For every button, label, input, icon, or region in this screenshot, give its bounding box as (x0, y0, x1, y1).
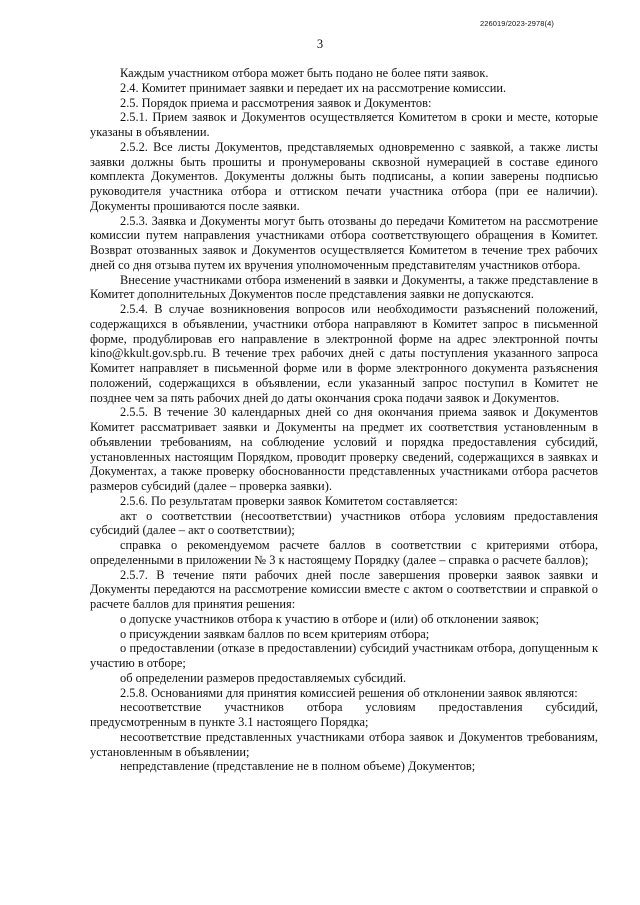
document-body (90, 66, 598, 774)
paragraph-rejection-conditions: несоответствие участников отбора условиям предоставления субсидий, предусмотренным в пункте 3.1 настоящего Порядка; (90, 700, 598, 729)
paragraph-2-5-2: 2.5.2. Все листы Документов, представляемых одновременно с заявкой, а также листы заявки должны быть прошиты и пронумерованы сквозной нумерацией в составе единого комплекта Документов. Документы должны быть подписаны, а копии заверены подписью руководителя участника отбора и оттиском печати участника отбора (при ее наличии). Документы прошиваются после заявки. (90, 139, 598, 213)
paragraph-2-5-6: 2.5.6. По результатам проверки заявок Комитетом составляется: (120, 493, 458, 508)
paragraph-decision-scores: о присуждении заявкам баллов по всем критериям отбора; (120, 626, 430, 641)
paragraph-2-5-1: 2.5.1. Прием заявок и Документов осуществляется Комитетом в сроки и месте, которые указаны в объявлении. (90, 110, 598, 139)
paragraph-compliance-act: акт о соответствии (несоответствии) участников отбора условиям предоставления субсидий (далее – акт о соответствии); (90, 508, 598, 538)
paragraph-2-5: 2.5. Порядок приема и рассмотрения заявок и Документов: (120, 95, 432, 110)
paragraph-rejection-missing-documents: непредставление (представление не в полном объеме) Документов; (120, 759, 476, 774)
paragraph-2-5-3: 2.5.3. Заявка и Документы могут быть отозваны до передачи Комитетом на рассмотрение комиссии путем направления участниками отбора соответствующего обращения в Комитет. Возврат отозванных заявок и Документов осуществляется Комитетом в течение трех рабочих дней со дня отзыва путем их вручения уполномоченным представителям участников отбора. (90, 213, 598, 272)
paragraph-application-limit: Каждым участником отбора может быть подано не более пяти заявок. (120, 66, 489, 80)
paragraph-2-5-7: 2.5.7. В течение пяти рабочих дней после завершения проверки заявок заявки и Документы передаются на рассмотрение комиссии вместе с актом о соответствии и справкой о расчете баллов для принятия решения: (90, 567, 598, 611)
paragraph-decision-admission: о допуске участников отбора к участию в отборе и (или) об отклонении заявок; (120, 611, 540, 626)
paragraph-2-5-4: 2.5.4. В случае возникновения вопросов или необходимости разъяснений положений, содержащихся в объявлении, участники отбора направляют в Комитет запрос в письменной форме, продублировав его направление в электронной форме на адрес электронной почты kino@kkult.gov.spb.ru. В течение трех рабочих дней с даты поступления указанного запроса Комитет направляет в письменной форме или в форме электронного документа разъяснения положений, содержащихся в объявлении, если указанный запрос поступил в Комитет не позднее чем за пять рабочих дней до даты окончания срока подачи заявок и Документов. (90, 302, 598, 405)
paragraph-changes-not-allowed: Внесение участниками отбора изменений в заявки и Документы, а также представление в Комитет дополнительных Документов после представления заявки не допускаются. (90, 272, 598, 302)
paragraph-rejection-requirements: несоответствие представленных участниками отбора заявок и Документов требованиям, установленным в объявлении; (90, 729, 598, 759)
paragraph-2-5-5: 2.5.5. В течение 30 календарных дней со дня окончания приема заявок и Документов Комитет рассматривает заявки и Документы на предмет их соответствия установленным в объявлении требованиям, на соблюдение условий и порядка предоставления субсидий, установленных настоящим Порядком, проводит проверку сведений, содержащихся в заявках и Документах, а также проверку обоснованности представленных участниками отбора расчетов размеров субсидий (далее – проверка заявки). (90, 405, 598, 493)
paragraph-2-4: 2.4. Комитет принимает заявки и передает их на рассмотрение комиссии. (120, 80, 507, 95)
paragraph-2-5-8: 2.5.8. Основаниями для принятия комиссией решения об отклонении заявок являются: (120, 685, 578, 700)
paragraph-decision-amounts: об определении размеров предоставляемых субсидий. (120, 670, 407, 685)
paragraph-scoring-reference: справка о рекомендуемом расчете баллов в соответствии с критериями отбора, определенными в приложении № 3 к настоящему Порядку (далее – справка о расчете баллов); (90, 538, 598, 567)
page-number: 3 (316, 37, 324, 51)
paragraph-decision-grant: о предоставлении (отказе в предоставлении) субсидий участникам отбора, допущенным к участию в отборе; (90, 641, 598, 670)
document-registration-number: 226019/2023-2978(4) (479, 19, 554, 28)
